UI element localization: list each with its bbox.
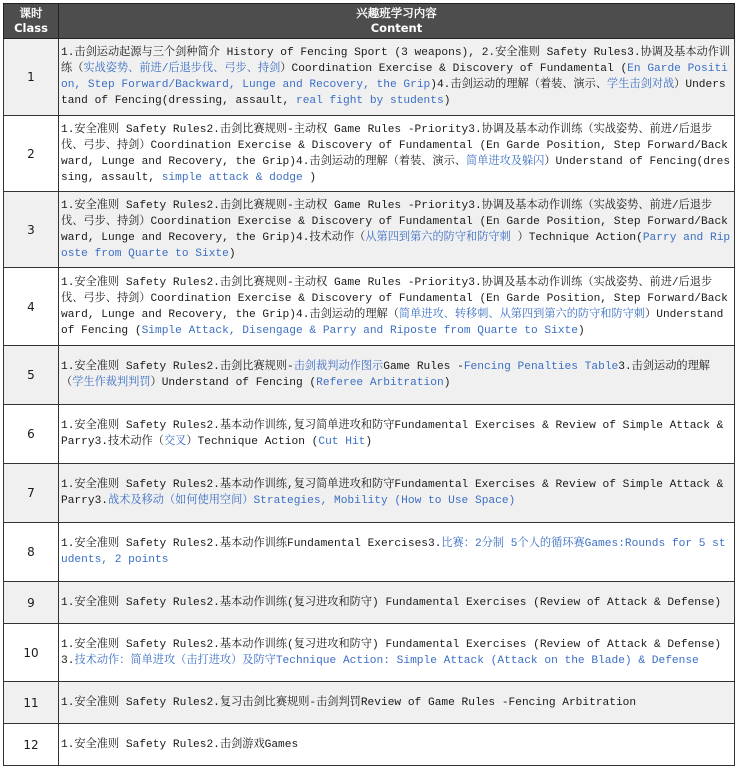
class-content [59,405,735,464]
class-content [59,624,735,682]
content-text: ）Coordination Exercise & Discovery of Fundamental ( [280,63,628,75]
class-number: 3 [4,192,59,268]
table-row [4,682,735,724]
highlighted-text: Parry and Riposte from Quarte to Sixte [61,231,731,260]
table-row [4,268,735,346]
content-text: 1.安全准则 Safety Rules2.击剑比赛规则-主动权 Game Rules -Priority3.协调及基本动作训练（实战姿势、前进/后退步伐、弓步、持剑）Coordination Exercise & Discovery of Fundamental (En Garde Position, Step Forward/Backward, Lunge and Recovery, the Grip)4.击剑运动的理解（着装、演示、 [61,123,728,168]
class-header-en: Class [14,21,48,35]
table-header-row [4,4,735,39]
content-text: 1.击剑运动起源与三个剑种简介 History of Fencing Sport (3 weapons), 2.安全准则 Safety Rules3.协调及基本动作训练（ [61,47,731,75]
highlighted-text: real fight by students [295,95,444,107]
highlighted-text: 学生作裁判判罚 [72,377,151,389]
table-row [4,724,735,766]
highlighted-text: Simple Attack, Disengage & Parry and Riposte from Quarte to Sixte [141,324,578,337]
content-text: 1.安全准则 Safety Rules2.击剑比赛规则-主动权 Game Rules -Priority3.协调及基本动作训练（实战姿势、前进/后退步伐、弓步、持剑）Coordination Exercise & Discovery of Fundamental (En Garde Position, Step Forward/Backward, Lunge and Recovery, the Grip)4.技术动作（ [61,199,728,244]
class-number: 2 [4,116,59,192]
class-content [59,523,735,582]
content-text: 3.击剑运动的理解（ [61,361,710,389]
content-text: ）Understand of Fencing ( [61,308,724,337]
table-row [4,192,735,268]
highlighted-text: 比赛：2分制 5个人的循环赛Games:Rounds for 5 students, 2 points [61,538,726,566]
content-text: ) [365,436,373,448]
class-number: 12 [4,724,59,766]
class-number: 7 [4,464,59,523]
table-body [4,39,735,766]
class-number: 9 [4,582,59,624]
highlighted-text: 交叉 [163,436,187,448]
content-text: ）Understand of Fencing(dressing, assault, [61,155,731,184]
class-content [59,724,735,766]
class-content [59,346,735,405]
highlighted-text: Referee Arbitration [316,377,444,389]
class-number: 6 [4,405,59,464]
content-text: 1.安全准则 Safety Rules2.基本动作训练,复习简单进攻和防守Fundamental Exercises & Review of Simple Attack & Parry3.技术动作（ [61,420,724,448]
class-content [59,464,735,523]
class-number: 11 [4,682,59,724]
content-header-cn: 兴趣班学习内容 [356,6,437,20]
table-row [4,405,735,464]
highlighted-text: 简单进攻及躲闪 [466,155,545,168]
class-number: 5 [4,346,59,405]
content-text: ) [443,377,451,389]
content-text: 1.安全准则 Safety Rules2.基本动作训练,复习简单进攻和防守Fundamental Exercises & Review of Simple Attack & Parry3. [61,479,724,507]
class-content [59,192,735,268]
highlighted-text: Cut Hit [318,436,366,448]
content-text: ) [577,324,585,337]
table-row [4,582,735,624]
content-text: ) [443,95,451,107]
content-text: ）Technique Action( [510,231,643,244]
content-text: ）Understand of Fencing(dressing, assault, [61,79,726,107]
highlighted-text: 技术动作：简单进攻（击打进攻）及防守Technique Action: Simple Attack (Attack on the Blade) & Defense [74,654,699,667]
table-row [4,39,735,116]
content-text: 1.安全准则 Safety Rules2.击剑游戏Games [61,738,299,751]
content-text: 1.安全准则 Safety Rules2.基本动作训练(复习进攻和防守) Fundamental Exercises (Review of Attack & Defense)3. [61,638,722,667]
class-number: 10 [4,624,59,682]
class-number: 8 [4,523,59,582]
content-text: 1.安全准则 Safety Rules2.击剑比赛规则-主动权 Game Rules -Priority3.协调及基本动作训练（实战姿势、前进/后退步伐、弓步、持剑）Coordination Exercise & Discovery of Fundamental (En Garde Position, Step Forward/Backward, Lunge and Recovery, the Grip)4.击剑运动的理解（ [61,276,728,321]
content-text: ) [228,247,236,260]
class-content [59,268,735,346]
class-header-cn: 课时 [19,6,43,20]
table-row [4,523,735,582]
highlighted-text: 击剑裁判动作图示 [293,361,384,373]
content-text: ) [302,171,317,184]
table-row [4,346,735,405]
class-content [59,39,735,116]
content-column-header [59,4,735,39]
highlighted-text: 战术及移动（如何使用空间）Strategies, Mobility (How to Use Space) [108,495,516,507]
highlighted-text: 学生击剑对战 [607,79,675,91]
content-text: Game Rules - [383,361,464,373]
highlighted-text: En Garde Position, Step Forward/Backward, Lunge and Recovery, the Grip [61,63,728,91]
table-row [4,116,735,192]
class-content [59,582,735,624]
class-number: 4 [4,268,59,346]
class-column-header [4,4,59,39]
highlighted-text: Fencing Penalties Table [463,361,619,373]
highlighted-text: simple attack & dodge [161,171,303,184]
highlighted-text: 实战姿势、前进/后退步伐、弓步、持剑 [83,63,281,75]
content-text: 1.安全准则 Safety Rules2.复习击剑比赛规则-击剑判罚Review of Game Rules -Fencing Arbitration [61,696,637,709]
class-content [59,116,735,192]
content-header-en: Content [370,21,423,35]
content-text: ）Understand of Fencing ( [150,377,317,389]
content-text: ）Technique Action ( [186,436,319,448]
content-text: 1.安全准则 Safety Rules2.基本动作训练Fundamental Exercises3. [61,538,442,550]
content-text: 1.安全准则 Safety Rules2.基本动作训练(复习进攻和防守) Fundamental Exercises (Review of Attack & Defense) [61,596,722,609]
class-content [59,682,735,724]
table-row [4,464,735,523]
table-row [4,624,735,682]
highlighted-text: 简单进攻、转移刺、从第四到第六的防守和防守刺 [398,308,646,321]
content-text: 1.安全准则 Safety Rules2.击剑比赛规则- [61,361,294,373]
class-number: 1 [4,39,59,116]
highlighted-text: 从第四到第六的防守和防守刺 [365,231,511,244]
curriculum-table [3,3,735,766]
content-text: )4.击剑运动的理解（着装、演示、 [430,79,608,91]
